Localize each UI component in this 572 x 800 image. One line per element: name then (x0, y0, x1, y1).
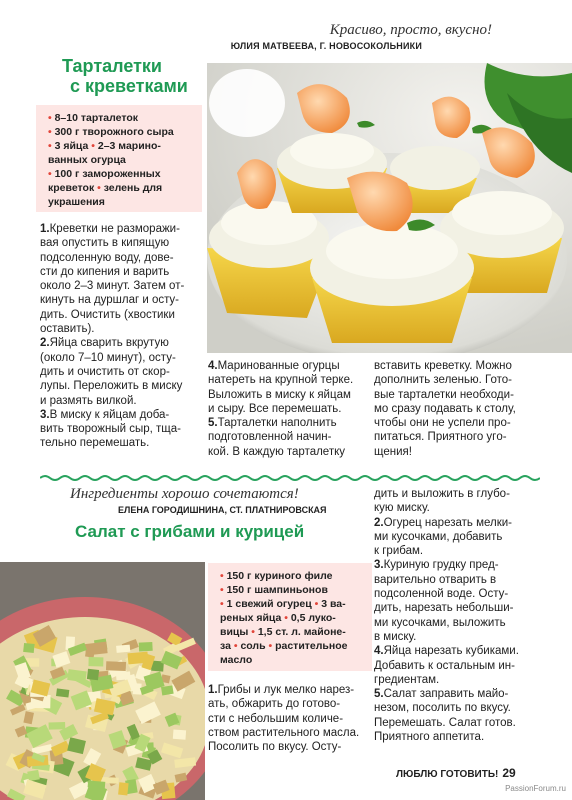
text-line: Салат заправить майо- (383, 688, 509, 701)
text-line: и сыру. Все перемешать. (208, 402, 342, 415)
ingredient-line (220, 625, 364, 639)
bullet-icon: • (48, 140, 55, 152)
bullet-icon: • (97, 182, 104, 194)
text-line: сти с небольшим количе- (208, 712, 344, 725)
salad-photo (0, 562, 205, 800)
recipe1-title (62, 56, 212, 96)
ingredient-text: 150 г шампиньонов (226, 584, 328, 596)
salad-piece (139, 642, 153, 652)
text-line: ми кусочками, добавить (374, 530, 503, 543)
ingredient-text: за (220, 640, 234, 652)
bullet-icon: • (220, 584, 227, 596)
salad-illustration (0, 562, 205, 800)
recipe1-step1: 1.Креветки не разморажи- вая опустить в кипящую подсоленную воду, дове- сти до кипения и варить около 2–3 минут. Затем от- кинуть на дуршлаг и остy- дить. Очистить (хвостики оставить). (40, 223, 185, 336)
text-line: дить. Очистить (хвостики (40, 308, 175, 321)
ingredient-text: масло (220, 654, 253, 666)
text-line: ством растительного масла. (208, 726, 360, 739)
text-line: подсоленной воде. Осту- (374, 588, 509, 601)
recipe1-steps-column2 (208, 359, 371, 459)
recipe2-ingredients (208, 563, 372, 671)
text-line: Добавить к остальным ин- (374, 659, 515, 672)
text-line: натереть на крупной терке. (208, 374, 354, 387)
text-line: кой. В каждую тарталетку (208, 445, 346, 458)
text-line: Грибы и лук мелко нарез- (217, 684, 355, 696)
recipe2-step5: 5.Салат заправить майо- незом, посолить по вкусу. Перемешать. Салат готов. Приятного аппетита. (374, 688, 516, 744)
ingredient-text: 3 ва- (321, 598, 346, 610)
text-line: тельно перемешать. (40, 437, 150, 450)
salad-piece (49, 722, 66, 730)
text-line: вставить креветку. Можно (374, 360, 512, 372)
text-line: вая опустить в кипящую (40, 237, 170, 250)
ingredient-text: креветок (48, 182, 98, 194)
page-footer (396, 766, 516, 780)
text-line: ать, обжарить до готово- (208, 698, 341, 711)
author-byline: ЮЛИЯ МАТВЕЕВА, Г. НОВОСОКОЛЬНИКИ (230, 41, 422, 51)
ingredient-line (48, 139, 194, 153)
salad-piece (116, 671, 131, 680)
ingredient-text: вицы (220, 626, 252, 638)
salad-piece (88, 657, 103, 666)
recipe1-title-line2: с креветками (70, 76, 188, 96)
text-line: к грибам. (374, 545, 424, 558)
salad-piece (85, 642, 108, 656)
salad-piece (106, 661, 126, 671)
section2-tagline: Ингредиенты хорошо сочетаются! (70, 486, 299, 502)
bullet-icon: • (220, 570, 227, 582)
tartlets-illustration (207, 63, 572, 353)
ingredient-text: 300 г творожного сыра (54, 126, 174, 138)
text-line: Перемешать. Салат готов. (374, 716, 516, 729)
text-line: Креветки не разморажи- (49, 223, 180, 235)
text-line: мо сразу подавать к столу, (374, 402, 516, 415)
ingredient-line (220, 639, 364, 653)
salad-piece (56, 688, 69, 697)
ingredient-line (48, 167, 194, 181)
ingredient-text: 8–10 тарталеток (54, 112, 139, 124)
recipe1-steps-column1 (40, 222, 205, 451)
recipe2-title: Салат с грибами и курицей (75, 522, 305, 541)
recipe2-step1-continued (374, 487, 536, 516)
bullet-icon: • (314, 598, 322, 610)
bullet-icon: • (233, 640, 241, 652)
text-line: вить творожный сыр, тща- (40, 423, 181, 436)
recipe1-ingredients (36, 105, 202, 212)
text-line: в миску. (374, 630, 417, 643)
text-line: Куриную грудку пред- (383, 559, 499, 572)
text-line: незом, посолить по вкусу. (374, 702, 511, 715)
text-line: кую миску. (374, 502, 430, 515)
ingredient-text: 2–3 марино- (97, 140, 161, 152)
bullet-icon: • (48, 112, 55, 124)
salad-piece (118, 782, 128, 795)
recipe1-steps-column3 (374, 359, 536, 459)
salad-piece (88, 781, 106, 789)
text-line: Посолить по вкусу. Осту- (208, 741, 342, 754)
text-line: Маринованные огурцы (217, 360, 340, 372)
text-line: щения! (374, 445, 412, 458)
recipe2-steps-column2 (374, 487, 536, 744)
ingredient-line (48, 125, 194, 139)
salad-piece (161, 685, 174, 695)
salad-piece (87, 669, 99, 680)
wavy-divider-line (40, 473, 540, 483)
section-divider (40, 470, 540, 480)
ingredient-text: 1 свежий огурец (226, 598, 315, 610)
section2-byline: ЕЛЕНА ГОРОДИШНИНА, СТ. ПЛАТНИРОВСКАЯ (118, 505, 327, 515)
ingredient-line (220, 597, 364, 611)
text-line: варительно отварить в (374, 573, 497, 586)
bullet-icon: • (48, 126, 55, 138)
salad-piece (116, 645, 130, 653)
ingredient-text: зелень для (103, 182, 163, 194)
text-line: дить, нарезать небольши- (374, 602, 514, 615)
text-line: оставить). (40, 323, 95, 336)
text-line: Огурец нарезать мелки- (383, 516, 512, 529)
recipe1-step2: 2.Яйца сварить вкрутую (около 7–10 минут), осту- дить и очистить от скор- лупы. Переложить в миску и размять вилкой. (40, 337, 183, 407)
ingredient-text: украшения (48, 196, 105, 208)
text-line: питаться. Приятного угo- (374, 431, 507, 444)
ingredient-line (220, 569, 364, 583)
ingredient-line (48, 195, 194, 209)
ingredient-line (48, 181, 194, 195)
recipe1-step4: 4.Маринованные огурцы натереть на крупной терке. Выложить в миску к яйцам и сыру. Все перемешать. (208, 360, 354, 415)
text-line: Приятного аппетита. (374, 731, 485, 744)
ingredient-text: соль (240, 640, 269, 652)
bullet-icon: • (91, 140, 98, 152)
ingredient-text: 100 г замороженных (54, 168, 161, 180)
tartlets-photo (207, 63, 572, 353)
ingredient-line (220, 583, 364, 597)
recipe1-title-line1: Тарталетки (62, 56, 163, 76)
ingredient-text: 150 г куриного филе (226, 570, 333, 582)
ingredient-text: 3 яйца (54, 140, 92, 152)
salad-piece (23, 643, 34, 653)
recipe2-step1: 1.Грибы и лук мелко нарез- ать, обжарить до готово- сти с небольшим количе- ством растительного масла. Посолить по вкусу. Осту- (208, 684, 360, 754)
recipe1-step5: 5.Тарталетки наполнить подготовленной начин- кой. В каждую тарталетку (208, 417, 346, 458)
salad-piece (27, 770, 40, 781)
watermark[interactable]: PassionForum.ru (505, 784, 566, 793)
ingredient-text: растительное (275, 640, 348, 652)
magazine-tagline: Красиво, просто, вкусно! (329, 22, 492, 38)
ingredient-text: 0,5 луко- (290, 612, 336, 624)
text-line: лупы. Переложить в миску (40, 380, 183, 393)
ingredient-text: 1,5 ст. л. майоне- (257, 626, 346, 638)
text-line: Выложить в миску к яйцам (208, 388, 351, 401)
ingredient-line (220, 611, 364, 625)
salad-piece (128, 652, 149, 665)
bullet-icon: • (268, 640, 276, 652)
text-line: подсоленную воду, дове- (40, 251, 174, 264)
bullet-icon: • (220, 598, 227, 610)
bullet-icon: • (251, 626, 258, 638)
text-line: Тарталетки наполнить (217, 417, 337, 430)
text-line: Яйца нарезать кубиками. (383, 645, 519, 658)
page-number: 29 (502, 766, 516, 780)
recipe1-step3: 3.В миску к яйцам доба- вить творожный сыр, тща- тельно перемешать. (40, 408, 181, 450)
text-line: дополнить зеленью. Гото- (374, 374, 512, 387)
bullet-icon: • (48, 168, 55, 180)
text-line: дить и выложить в глубо- (374, 488, 510, 500)
text-line: В миску к яйцам доба- (49, 408, 170, 421)
text-line: дить и очистить от скор- (40, 365, 170, 378)
text-line: подготовленной начин- (208, 431, 332, 444)
ingredient-line (48, 153, 194, 167)
ingredient-text: ванных огурца (48, 154, 126, 166)
text-line: гредиентам. (374, 673, 440, 686)
recipe2-step4: 4.Яйца нарезать кубиками. Добавить к остальным ин- гредиентам. (374, 645, 519, 686)
ingredient-line (48, 111, 194, 125)
text-line: около 2–3 минут. Затем от- (40, 280, 185, 293)
recipe2-step3: 3.Куриную грудку пред- варительно отварить в подсоленной воде. Осту- дить, нарезать небольши- ми кусочками, выложить в миску. (374, 559, 514, 643)
text-line: сти до кипения и варить (40, 265, 170, 278)
text-line: (около 7–10 минут), осту- (40, 351, 176, 364)
ingredient-line (220, 653, 364, 667)
recipe2-steps-column1 (208, 683, 371, 754)
salad-piece (173, 729, 186, 739)
text-line: ми кусочками, выложить (374, 616, 506, 629)
recipe2-step2: 2.Огурец нарезать мелки- ми кусочками, добавить к грибам. (374, 516, 512, 558)
text-line: Яйца сварить вкрутую (49, 337, 169, 350)
text-line: кинуть на дуршлаг и остy- (40, 294, 180, 307)
text-line: вые тарталетки необходи- (374, 388, 514, 401)
text-line: чтобы они не успели про- (374, 417, 511, 430)
magazine-name: ЛЮБЛЮ ГОТОВИТЬ! (396, 769, 499, 780)
ingredient-text: реных яйца (220, 612, 285, 624)
text-line: и размять вилкой. (40, 394, 137, 407)
bullet-icon: • (284, 612, 291, 624)
